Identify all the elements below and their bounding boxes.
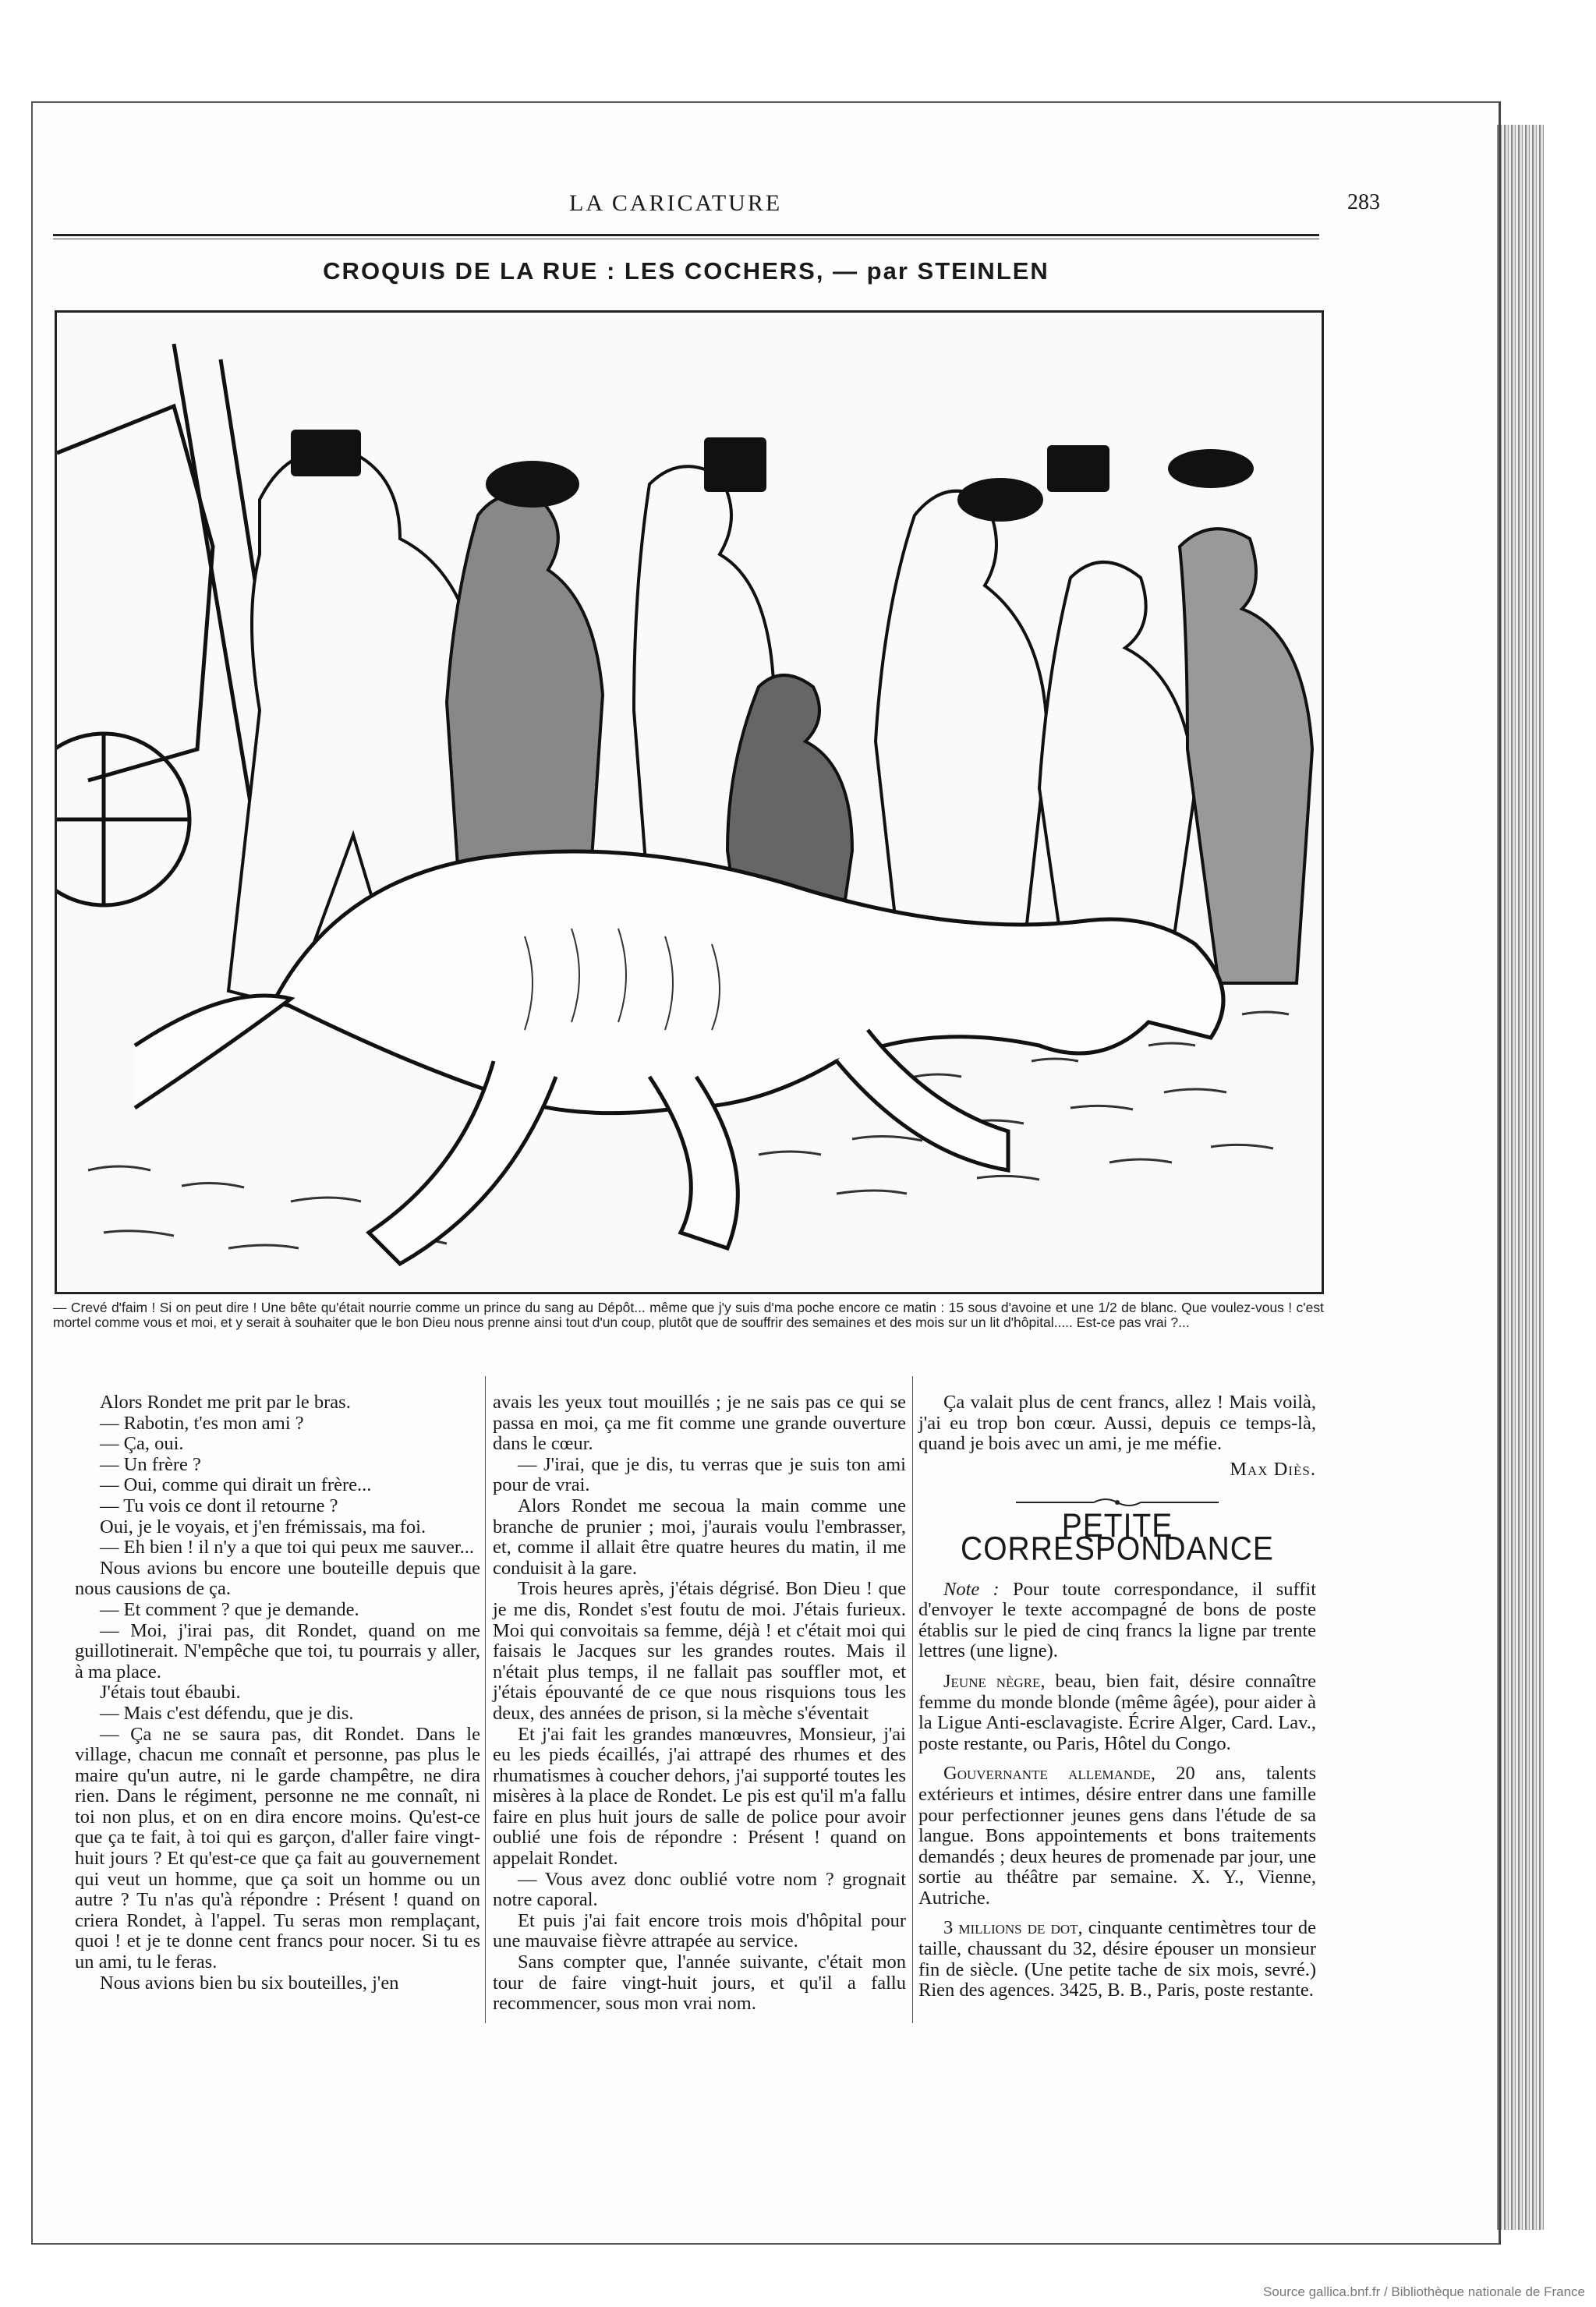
cartoon-caption: — Crevé d'faim ! Si on peut dire ! Une bête qu'était nourrie comme un prince du sang au Dépôt... même que j'y suis d'ma poche encore ce matin : 15 sous d'avoine et une 1/2 de blanc. Que voulez-vous ! c'est mortel comme vous et moi, et y serait à souhaiter que le bon Dieu nous prenne ainsi tout d'un coup, plutôt que de souffrir des semaines et des mois sur un lit d'hôpital..... Est-ce pas vrai ?... bbox=[53, 1300, 1324, 1330]
story-paragraph: Sans compter que, l'année suivante, c'était mon tour de faire vingt-huit jours, et qu'il a fallu recommencer, sous mon vrai nom. bbox=[493, 1951, 906, 2015]
story-paragraph: — Ça, oui. bbox=[100, 1433, 184, 1455]
ad-lead: Gouvernante allemande, bbox=[943, 1763, 1155, 1785]
story-paragraph: J'étais tout ébaubi. bbox=[100, 1682, 241, 1704]
story-paragraph: Trois heures après, j'étais dégrisé. Bon Dieu ! que je me dis, Rondet s'est foutu de moi. J'étais furieux. Moi qui convoitais sa femme, déjà ! et c'était moi qui faisais le Jacques sur les grandes routes. Mais il n'était plus temps, il ne fallait pas souffler mot, et j'étais épouvanté de ce que nous risquions tous les deux, des années de prison, si la mèche s'éventait bbox=[493, 1578, 906, 1724]
correspondance-note bbox=[918, 1580, 1316, 1662]
book-page-edges bbox=[1497, 125, 1544, 2230]
story-paragraph: — Oui, comme qui dirait un frère... bbox=[100, 1474, 372, 1496]
story-paragraph: — Mais c'est défendu, que je dis. bbox=[100, 1702, 354, 1724]
page-number: 283 bbox=[1347, 190, 1380, 214]
ad-lead: Jeune nègre, bbox=[943, 1670, 1046, 1692]
note-text: Pour toute correspondance, il suffit d'envoyer le texte accompagné de bons de poste établis sur le pied de cinq francs la ligne par trente lettres (une ligne). bbox=[918, 1578, 1316, 1662]
ad-text: beau, bien fait, désire connaître femme du monde blonde (même âgée), pour aider à la Ligue Anti-esclavagiste. Écrire Alger, Card. Lav., poste restante, ou Paris, Hôtel du Congo. bbox=[918, 1670, 1316, 1754]
cartoon-title: CROQUIS DE LA RUE : LES COCHERS, — par STEINLEN bbox=[323, 257, 1049, 285]
story-paragraph: — Eh bien ! il n'y a que toi qui peux me sauver... bbox=[100, 1537, 475, 1559]
fallen-horse-drawing bbox=[57, 313, 1322, 1292]
story-column-3 bbox=[918, 1392, 1316, 2001]
story-paragraph: — Tu vois ce dont il retourne ? bbox=[100, 1495, 338, 1516]
story-paragraph: Et puis j'ai fait encore trois mois d'hôpital pour une mauvaise fièvre attrapée au service. bbox=[493, 1909, 906, 1952]
story-paragraph: Alors Rondet me prit par le bras. bbox=[100, 1392, 351, 1413]
story-paragraph: Ça valait plus de cent francs, allez ! Mais voilà, j'ai eu trop bon cœur. Aussi, depuis ce temps-là, quand je bois avec un ami, je me méfie. bbox=[918, 1392, 1316, 1455]
story-paragraph: avais les yeux tout mouillés ; je ne sais pas ce qui se passa en moi, ça me fit comme une grande ouverture dans le cœur. bbox=[493, 1392, 906, 1455]
running-header bbox=[55, 190, 1380, 221]
classified-ad bbox=[918, 1764, 1316, 1909]
classified-ad bbox=[918, 1918, 1316, 2001]
classified-ad bbox=[918, 1672, 1316, 1754]
column-rule-2 bbox=[912, 1376, 913, 2023]
section-title: PETITE CORRESPONDANCE bbox=[961, 1507, 1274, 1568]
ad-text: cinquante centimètres tour de taille, chaussant du 32, désire épouser un monsieur fin de siècle. (Une petite tache de six mois, sevré.) Rien des agences. 3425, B. B., Paris, poste restante. bbox=[918, 1917, 1316, 2001]
ad-text: 20 ans, talents extérieurs et intimes, désire entrer dans une famille pour perfectionner jeunes gens dans l'étude de sa langue. Bons appointements et bons traitements demandés ; deux heures de promenade par jour, une sortie au théâtre par semaine. X. Y., Vienne, Autriche. bbox=[918, 1763, 1316, 1909]
column-rule-1 bbox=[485, 1376, 486, 2023]
story-paragraph: Oui, je le voyais, et j'en frémissais, ma foi. bbox=[100, 1516, 426, 1537]
publication-title: LA CARICATURE bbox=[569, 190, 783, 216]
ad-lead: 3 millions de dot, bbox=[943, 1917, 1083, 1939]
note-label: Note : bbox=[943, 1578, 1000, 1600]
story-column-1 bbox=[75, 1392, 480, 1994]
story-paragraph: — Moi, j'irai pas, dit Rondet, quand on me guillotinerait. N'empêche que toi, tu pourrais y aller, à ma place. bbox=[75, 1619, 480, 1682]
story-paragraph: Alors Rondet me secoua la main comme une branche de prunier ; moi, j'aurais voulu l'embrasser, et, comme il allait être quatre heures du matin, il me conduisit à la gare. bbox=[493, 1495, 906, 1579]
story-paragraph: — J'irai, que je dis, tu verras que je suis ton ami pour de vrai. bbox=[493, 1453, 906, 1496]
story-paragraph: Nous avions bu encore une bouteille depuis que nous causions de ça. bbox=[75, 1557, 480, 1600]
story-paragraph: — Vous avez donc oublié votre nom ? grognait notre caporal. bbox=[493, 1868, 906, 1911]
story-author: Max Diès. bbox=[1230, 1458, 1316, 1480]
story-paragraph: — Ça ne se saura pas, dit Rondet. Dans le village, chacun me connaît et personne, pas plus le maire qu'un autre, ni le garde champêtre, ne dira rien. Dans le régiment, personne ne me connaît, ni toi non plus, et on en dira encore moins. Qu'est-ce que ça te fait, à toi qui es garçon, d'aller faire vingt-huit jours ? Et qu'est-ce que ça fait au gouvernement qui veut un homme, que ça soit un homme ou un autre ? Tu n'as qu'à répondre : Présent ! quand on criera Rondet, à l'appel. Tu seras mon remplaçant, quoi ! et je te donne cent francs pour nocer. Si tu es un ami, tu le feras. bbox=[75, 1723, 480, 1973]
story-paragraph: — Rabotin, t'es mon ami ? bbox=[100, 1412, 304, 1434]
story-paragraph: — Et comment ? que je demande. bbox=[100, 1598, 359, 1620]
header-rule bbox=[53, 234, 1319, 236]
story-paragraph: Et j'ai fait les grandes manœuvres, Monsieur, j'ai eu les pieds écaillés, j'ai attrapé des rhumes et des rhumatismes à coucher dehors, j'ai supporté toutes les misères à la place de Rondet. Le pis est qu'il m'a fallu faire en plus huit jours de salle de police pour avoir oublié une fois de répondre : Présent ! quand on appelait Rondet. bbox=[493, 1723, 906, 1870]
story-paragraph: — Un frère ? bbox=[100, 1453, 201, 1475]
source-credit: Source gallica.bnf.fr / Bibliothèque nationale de France bbox=[1263, 2284, 1585, 2299]
story-column-2 bbox=[493, 1392, 906, 2015]
cartoon-illustration bbox=[55, 310, 1324, 1294]
ornament-divider bbox=[1016, 1497, 1219, 1508]
story-paragraph: Nous avions bien bu six bouteilles, j'en bbox=[100, 1972, 399, 1994]
